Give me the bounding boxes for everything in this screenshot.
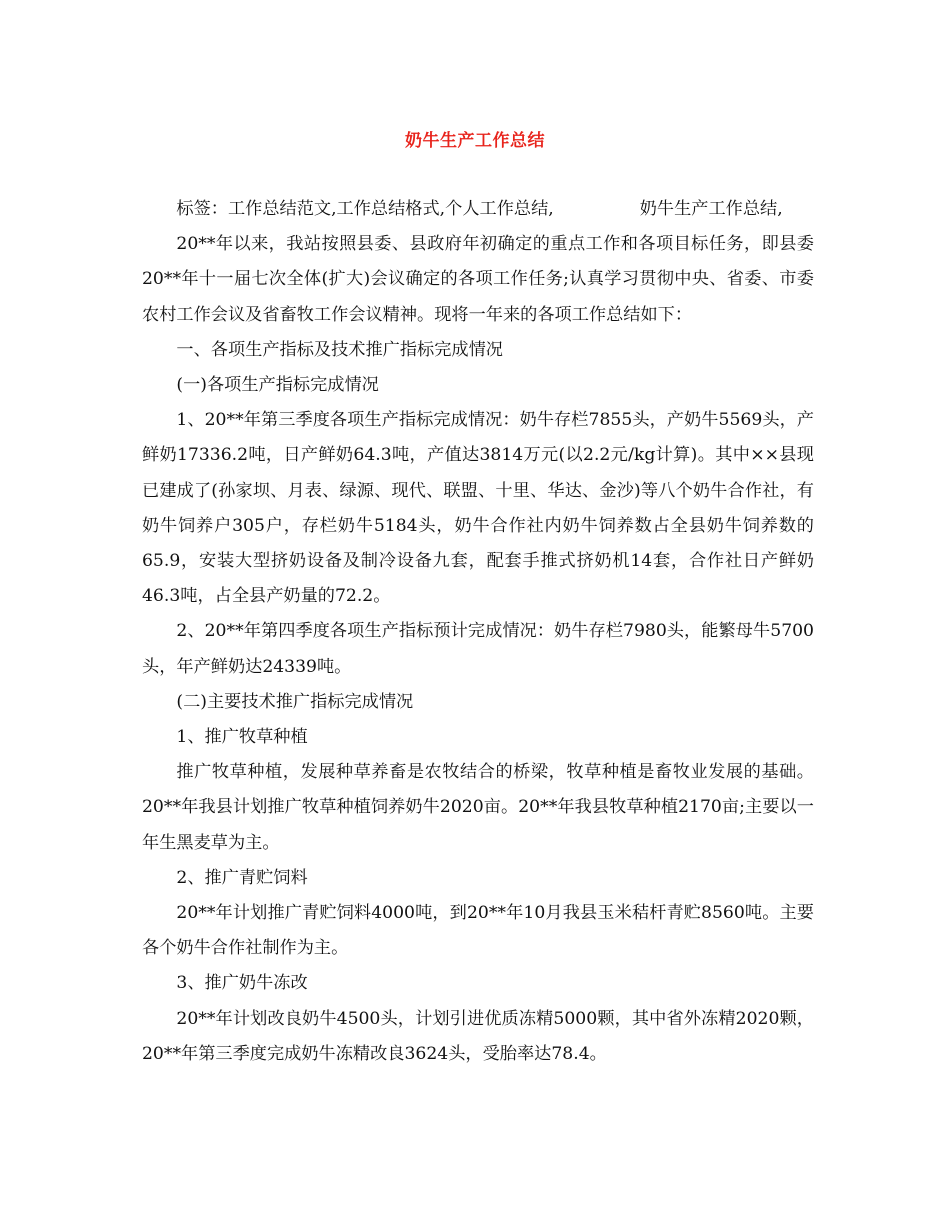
- paragraph-q4-indicators: 2、20**年第四季度各项生产指标预计完成情况：奶牛存栏7980头，能繁母牛5700头，年产鲜奶达24339吨。: [142, 621, 814, 677]
- paragraph-silage: 20**年计划推广青贮饲料4000吨，到20**年10月我县玉米秸杆青贮8560吨。主要各个奶牛合作社制作为主。: [142, 903, 814, 959]
- tags-keyword: 奶牛生产工作总结,: [639, 199, 783, 219]
- document-title: 奶牛生产工作总结: [405, 131, 545, 151]
- tags-paragraph: [142, 192, 814, 227]
- paragraph-q3-indicators: 1、20**年第三季度各项生产指标完成情况：奶牛存栏7855头，产奶牛5569头，产鲜奶17336.2吨，日产鲜奶64.3吨，产值达3814万元(以2.2元/kg计算)。其中××县现已建成了(孙家坝、月表、绿源、现代、联盟、十里、华达、金沙)等八个奶牛合作社，有奶牛饲养户305户，存栏奶牛5184头，奶牛合作社内奶牛饲养数占全县奶牛饲养数的65.9，安装大型挤奶设备及制冷设备九套，配套手推式挤奶机14套，合作社日产鲜奶46.3吨，占全县产奶量的72.2。: [142, 410, 814, 607]
- heading-breeding: 3、推广奶牛冻改: [176, 973, 308, 994]
- heading-subsection-2: (二)主要技术推广指标完成情况: [176, 691, 414, 712]
- paragraph-intro: 20**年以来，我站按照县委、县政府年初确定的重点工作和各项目标任务，即县委20**年十一届七次全体(扩大)会议确定的各项工作任务;认真学习贯彻中央、省委、市委农村工作会议及省畜牧工作会议精神。现将一年来的各项工作总结如下：: [142, 234, 814, 325]
- heading-silage: 2、推广青贮饲料: [176, 867, 308, 888]
- heading-subsection-1: (一)各项生产指标完成情况: [176, 375, 379, 396]
- paragraph-forage: 推广牧草种植，发展种草养畜是农牧结合的桥梁，牧草种植是畜牧业发展的基础。20**年我县计划推广牧草种植饲养奶牛2020亩。20**年我县牧草种植2170亩;主要以一年生黑麦草为主。: [142, 762, 814, 853]
- paragraph-breeding: 20**年计划改良奶牛4500头，计划引进优质冻精5000颗，其中省外冻精2020颗，20**年第三季度完成奶牛冻精改良3624头，受胎率达78.4。: [142, 1008, 814, 1064]
- heading-section-1: 一、各项生产指标及技术推广指标完成情况: [176, 339, 503, 360]
- document-body: [142, 192, 814, 1072]
- tags-label: 标签：工作总结范文,工作总结格式,个人工作总结,: [176, 199, 554, 219]
- heading-forage: 1、推广牧草种植: [176, 727, 308, 748]
